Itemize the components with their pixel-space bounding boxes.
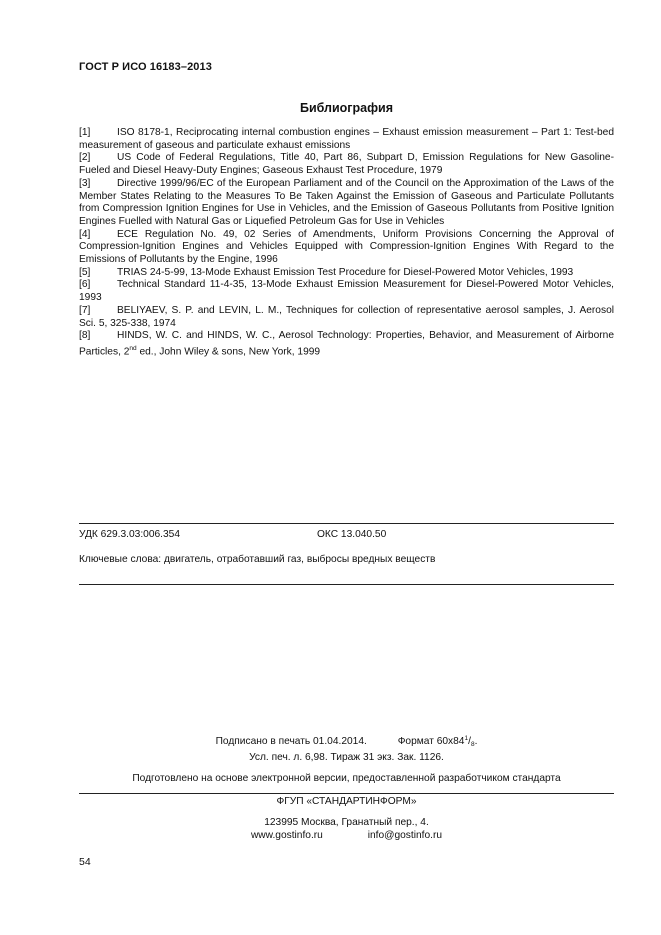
imprint-block <box>79 732 614 764</box>
page-number: 54 <box>79 856 91 868</box>
reference-item <box>79 178 614 229</box>
contact-line <box>79 829 614 842</box>
document-code: ГОСТ Р ИСО 16183–2013 <box>79 61 212 73</box>
classification-row <box>79 524 614 549</box>
reference-item <box>79 330 614 359</box>
address-line: 123995 Москва, Гранатный пер., 4. <box>264 817 429 828</box>
reference-item <box>79 279 614 304</box>
reference-text: Directive 1999/96/EC of the European Parliament and of the Council on the Approximation of the Laws of the Member States Relating to the Measures To Be Taken Against the Emission of Gaseous and Particulate Pollutants from Compression Ignition Engines for Use in Vehicles, and the Emission of Gaseous Pollutants from Positive Ignition Engines Fuelled with Natural Gas or Liquefied Petroleum Gas for Use in Vehicles <box>79 177 614 227</box>
reference-item <box>79 127 614 152</box>
publisher-address <box>79 816 614 842</box>
classification-block <box>79 523 614 585</box>
ordinal-superscript: nd <box>129 344 137 352</box>
reference-number: [6] <box>79 279 91 291</box>
reference-number: [3] <box>79 177 91 189</box>
reference-text-end: ed., John Wiley & sons, New York, 1999 <box>136 346 321 358</box>
reference-number: [5] <box>79 266 91 278</box>
reference-item <box>79 229 614 267</box>
print-details: Усл. печ. л. 6,98. Тираж 31 экз. Зак. 1126. <box>249 752 444 763</box>
bibliography-title: Библиография <box>299 101 394 115</box>
reference-text: TRIAS 24-5-99, 13-Mode Exhaust Emission Test Procedure for Diesel-Powered Motor Vehicles, 1993 <box>117 266 574 278</box>
prepared-note: Подготовлено на основе электронной версии, предоставленной разработчиком стандарта <box>132 773 561 784</box>
reference-item <box>79 152 614 177</box>
reference-number: [7] <box>79 304 91 316</box>
print-format: Формат $60x84^1/8$. <box>397 735 478 748</box>
keywords: Ключевые слова: двигатель, отработавший газ, выбросы вредных веществ <box>79 554 436 565</box>
signed-date: Подписано в печать 01.04.2014. <box>215 736 367 747</box>
reference-item <box>79 267 614 280</box>
publisher-name: ФГУП «СТАНДАРТИНФОРМ» <box>79 793 614 807</box>
reference-number: [8] <box>79 330 91 342</box>
reference-number: [4] <box>79 228 91 240</box>
reference-text: ISO 8178-1, Reciprocating internal combustion engines – Exhaust emission measurement – Part 1: Test-bed measurement of gaseous and particulate exhaust emissions <box>79 127 614 151</box>
reference-text: US Code of Federal Regulations, Title 40, Part 86, Subpart D, Emission Regulations for New Gasoline- Fueled and Diesel Heavy-Duty Engines; Gaseous Exhaust Test Procedure, 1979 <box>79 152 614 177</box>
reference-item <box>79 305 614 330</box>
email-link[interactable]: info@gostinfo.ru <box>367 830 443 841</box>
reference-text: ECE Regulation No. 49, 02 Series of Amendments, Uniform Provisions Concerning the Approval of Compression-Ignition Engines and Vehicles Equipped with Compression-Ignition Engines With Regard to the Emissions of Pollutants by the Engine, 1996 <box>79 228 614 266</box>
reference-text: HINDS, W. C. and HINDS, W. C., Aerosol Technology: Properties, Behavior, and Measurement of Airborne Particles, 2 <box>79 330 614 358</box>
website-link[interactable]: www.gostinfo.ru <box>250 830 323 841</box>
oks-code: ОКС 13.040.50 <box>317 529 387 540</box>
reference-list <box>79 127 614 359</box>
udk-code: УДК 629.3.03:006.354 <box>79 529 180 540</box>
reference-text: Technical Standard 11-4-35, 13-Mode Exhaust Emission Measurement for Diesel-Powered Motor Vehicles, 1993 <box>79 279 614 304</box>
imprint-signed-line <box>79 732 614 751</box>
reference-number: [2] <box>79 152 91 164</box>
reference-number: [1] <box>79 127 91 138</box>
reference-text: BELIYAEV, S. P. and LEVIN, L. M., Techniques for collection of representative aerosol samples, J. Aerosol Sci. 5, 325-338, 1974 <box>79 304 614 329</box>
